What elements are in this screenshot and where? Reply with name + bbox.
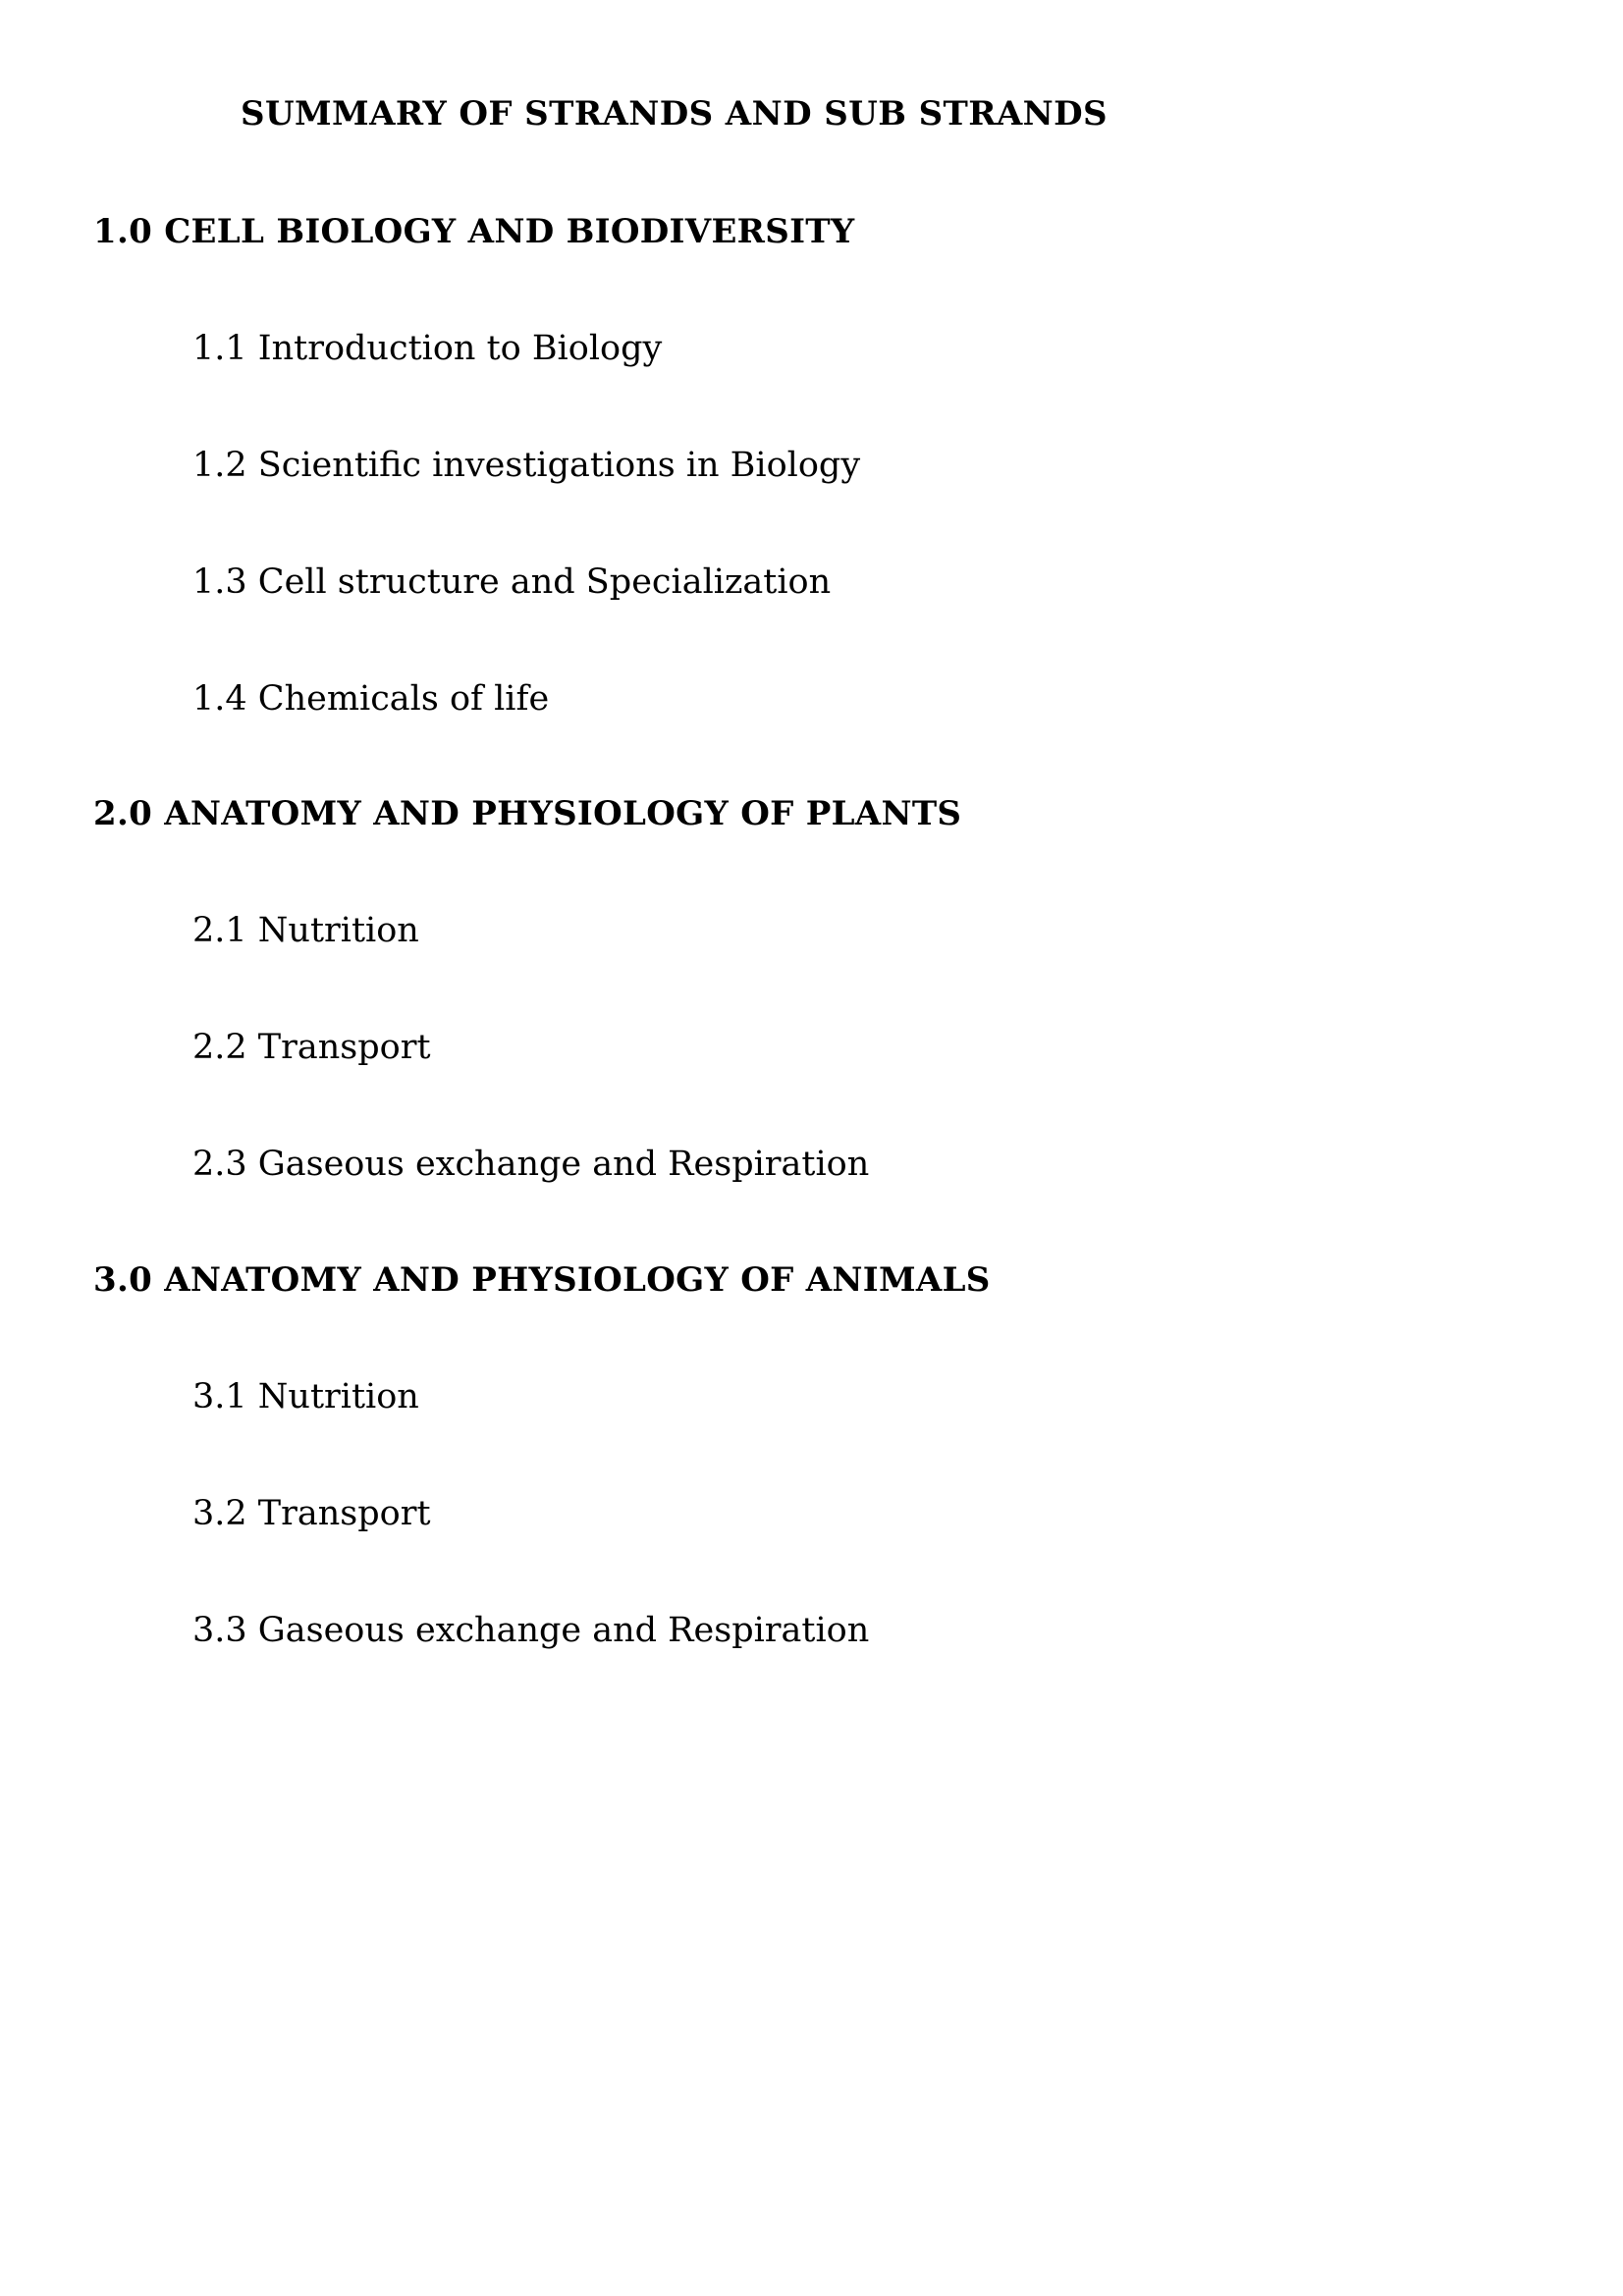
document-title: SUMMARY OF STRANDS AND SUB STRANDS xyxy=(241,94,1108,133)
strand-heading: 3.0 ANATOMY AND PHYSIOLOGY OF ANIMALS xyxy=(93,1260,991,1300)
strand-1 xyxy=(93,212,1468,719)
substrand-item: 2.1 Nutrition xyxy=(192,911,419,950)
substrand-item: 3.2 Transport xyxy=(192,1494,431,1533)
substrand-item: 1.4 Chemicals of life xyxy=(192,679,550,719)
substrand-item: 3.1 Nutrition xyxy=(192,1377,419,1416)
substrand-item: 1.3 Cell structure and Specialization xyxy=(192,562,832,602)
substrand-item: 1.1 Introduction to Biology xyxy=(192,329,663,368)
substrand-item: 3.3 Gaseous exchange and Respiration xyxy=(192,1611,870,1650)
substrand-item: 1.2 Scientific investigations in Biology xyxy=(192,446,861,485)
substrand-item: 2.2 Transport xyxy=(192,1028,431,1067)
strand-3 xyxy=(93,1260,1468,1650)
strand-heading: 2.0 ANATOMY AND PHYSIOLOGY OF PLANTS xyxy=(93,794,962,833)
substrand-list xyxy=(93,911,1468,1184)
strand-2 xyxy=(93,794,1468,1184)
strand-heading: 1.0 CELL BIOLOGY AND BIODIVERSITY xyxy=(93,212,855,251)
substrand-item: 2.3 Gaseous exchange and Respiration xyxy=(192,1145,870,1184)
substrand-list xyxy=(93,329,1468,719)
substrand-list xyxy=(93,1377,1468,1650)
